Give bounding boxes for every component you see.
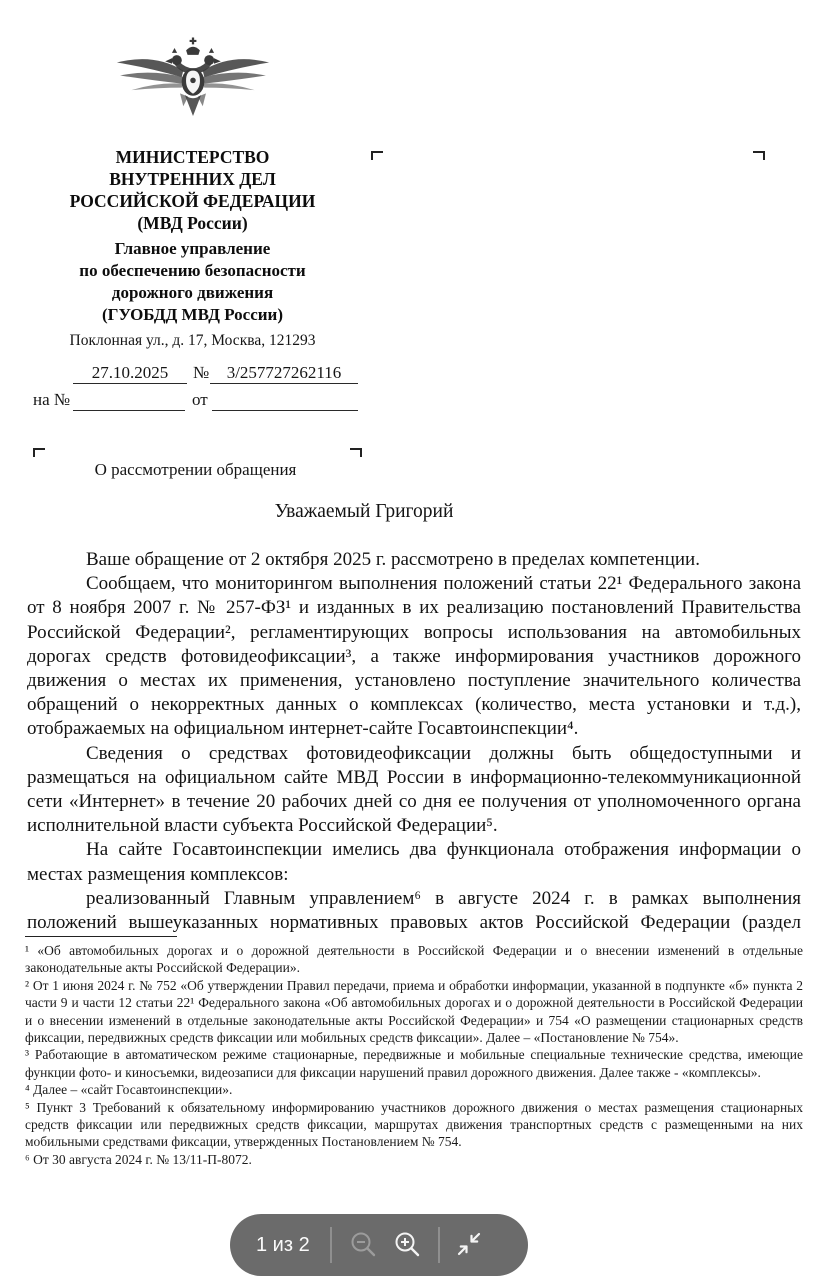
collapse-viewer-button[interactable] [454,1229,484,1262]
footnote: ⁴ Далее – «сайт Госавтоинспекции». [25,1082,233,1098]
department-line: (ГУОБДД МВД России) [101,305,284,324]
ministry-line: РОССИЙСКОЙ ФЕДЕРАЦИИ [69,191,316,211]
body-paragraph: Сведения о средствах фотовидеофиксации должны быть общедоступными и размещаться на официальном сайте МВД России в информационно-телекоммуникационной сети «Интернет» в течение 20 рабочих дней со дня ее получения от уполномоченного органа исполнительной власти субъекта Российской Федерации⁵. [27,742,801,837]
postal-address: Поклонная ул., д. 17, Москва, 121293 [69,332,316,349]
toolbar-divider [330,1227,332,1263]
footnote: ³ Работающие в автоматическом режиме стационарные, передвижные и мобильные специальные технические средства, имеющие функции фото- и киносъемки, видеозаписи для фиксации нарушений правил дорожного движения. Далее также - «комплексы». [25,1047,803,1080]
footnote: ¹ «Об автомобильных дорогах и о дорожной деятельности в Российской Федерации и о внесении изменений в отдельные законодательные акты Российской Федерации». [25,943,803,976]
letter-body [27,548,801,935]
letter-date: 27.10.2025 [73,363,187,384]
department-line: дорожного движения [111,283,274,302]
subject-line: О рассмотрении обращения [94,460,297,479]
viewer-toolbar [230,1214,528,1276]
letter-number: 3/257727262116 [210,363,358,384]
from-label: от [192,390,208,409]
department-name-block [30,238,355,326]
footnote: ⁵ Пункт 3 Требований к обязательному информированию участников дорожного движения о местах размещения стационарных средств фиксации или передвижных средств фиксации, маршрутах движения транспортных средств с размещенными на них мобильными средствами фиксации, утвержденных Постановлением № 754. [25,1099,803,1150]
emblem-container [30,36,355,133]
corner-mark-subject-left [33,448,45,457]
ministry-name-block [30,146,355,234]
corner-mark-top-right [753,151,765,160]
body-paragraph: Ваше обращение от 2 октября 2025 г. рассмотрено в пределах компетенции. [86,549,700,570]
toolbar-divider [438,1227,440,1263]
corner-mark-subject-right [350,448,362,457]
page-indicator: 1 из 2 [256,1233,310,1256]
salutation: Уважаемый Григорий [274,501,454,522]
reply-number-blank [73,390,185,411]
department-line: по обеспечению безопасности [79,261,306,280]
footnote: ⁶ От 30 августа 2024 г. № 13/11-П-8072. [25,1151,252,1167]
corner-mark-top-left [371,151,383,160]
footnote: ² От 1 июня 2024 г. № 752 «Об утверждении Правил передачи, приема и обработки информации, указанной в подпункте «б» пункта 2 части 9 и части 12 статьи 22¹ Федерального закона «Об автомобильных дорогах и о дорожной деятельности в Российской Федерации и о внесении изменений в отдельные законодательные акты Российской Федерации» и 754 «О размещении стационарных средств фиксации, передвижных средств фиксации или мобильных средств фиксации». Далее – «Постановление № 754». [25,977,803,1046]
number-sign: № [193,363,210,382]
body-paragraph: реализованный Главным управлением⁶ в августе 2024 г. в рамках выполнения положений вышеуказанных нормативных правовых актов Российской Федерации (раздел [27,887,801,934]
ministry-line: МИНИСТЕРСТВО [115,147,270,167]
footnotes-block [25,936,803,1168]
department-line: Главное управление [114,239,271,258]
reply-date-blank [212,390,358,411]
ministry-line: ВНУТРЕННИХ ДЕЛ [109,169,276,189]
footnote-separator [25,936,177,937]
zoom-in-icon [392,1229,422,1262]
zoom-out-icon [348,1229,378,1262]
ministry-line: (МВД России) [137,213,248,233]
body-paragraph: На сайте Госавтоинспекции имелись два функционала отображения информации о местах размещения комплексов: [27,839,801,885]
mvd-double-headed-eagle-icon [112,115,274,132]
collapse-arrows-icon [454,1229,484,1262]
zoom-in-button[interactable] [392,1229,422,1262]
zoom-out-button[interactable] [348,1229,378,1262]
body-paragraph: Сообщаем, что мониторингом выполнения положений статьи 22¹ Федерального закона от 8 ноября 2007 г. № 257-ФЗ¹ и изданных в их реализацию постановлений Правительства Российской Федерации², регламентирующих вопросы использования на автомобильных дорогах средств фотовидеофиксации³, а также информирования участников дорожного движения о местах их применения, установлено поступление значительного количества обращений о некорректных данных о комплексах (количество, места установки и т.д.), отображаемых на официальном интернет-сайте Госавтоинспекции⁴. [27,573,801,740]
reply-to-label: на № [33,390,71,409]
